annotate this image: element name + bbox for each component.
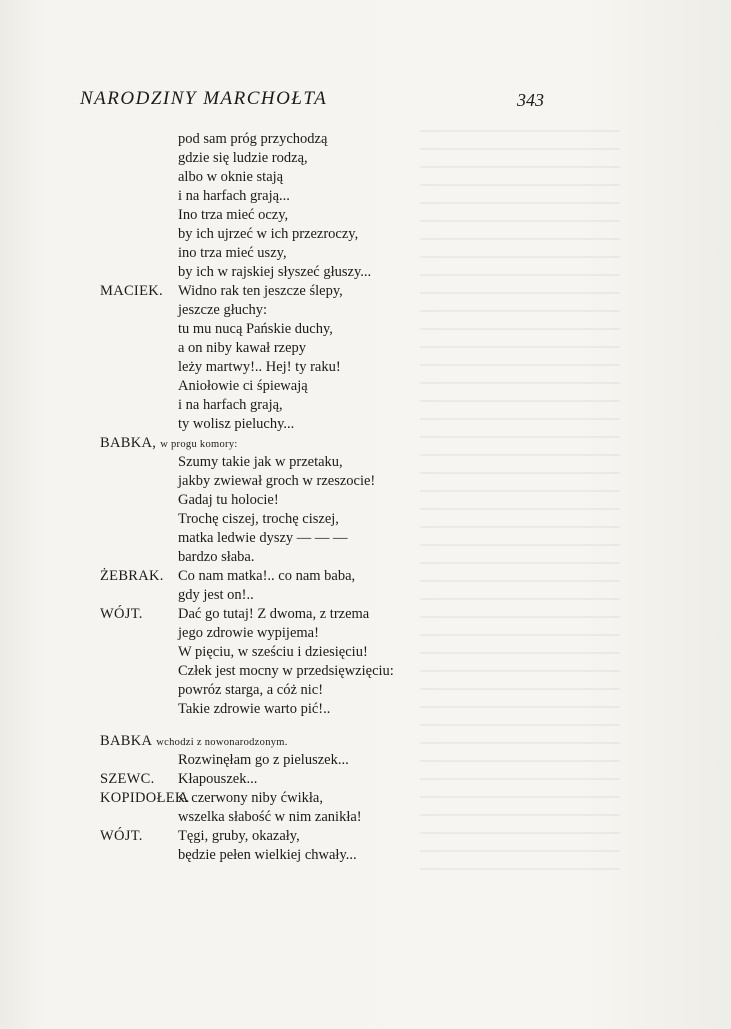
line-text: będzie pełen wielkiej chwały... — [178, 847, 357, 863]
line-text: i na harfach grają... — [178, 188, 290, 204]
line-text: leży martwy!.. Hej! ty raku! — [178, 359, 341, 375]
stage-direction: w progu komory: — [160, 439, 238, 450]
line-text: pod sam próg przychodzą — [178, 131, 328, 147]
line-text: Trochę ciszej, trochę ciszej, — [178, 511, 339, 527]
line-text: ino trza mieć uszy, — [178, 245, 287, 261]
line-text: W pięciu, w sześciu i dziesięciu! — [178, 644, 368, 660]
line-text: Tęgi, gruby, okazały, — [178, 828, 300, 844]
speaker-name: MACIEK. — [100, 283, 163, 299]
line-text: matka ledwie dyszy — — — — [178, 530, 348, 546]
line-text: by ich w rajskiej słyszeć głuszy... — [178, 264, 372, 280]
line-text: jego zdrowie wypijema! — [178, 625, 319, 641]
line-text: Rozwinęłam go z pieluszek... — [178, 752, 349, 768]
line-text: Takie zdrowie warto pić!.. — [178, 701, 331, 717]
line-text: by ich ujrzeć w ich przezroczy, — [178, 226, 359, 242]
line-text: powróz starga, a cóż nic! — [178, 682, 324, 698]
line-text: ty wolisz pieluchy... — [178, 416, 295, 432]
speaker-name: WÓJT. — [100, 828, 143, 844]
line-text: albo w oknie stają — [178, 169, 284, 185]
line-text: Gadaj tu holocie! — [178, 492, 279, 508]
line-text: jeszcze głuchy: — [178, 302, 267, 318]
line-text: Szumy takie jak w przetaku, — [178, 454, 343, 470]
line-text: wszelka słabość w nim zanikła! — [178, 809, 362, 825]
stage-direction: wchodzi z nowonarodzonym. — [156, 737, 288, 748]
running-title: NARODZINY MARCHOŁTA — [80, 88, 328, 109]
line-text: Dać go tutaj! Z dwoma, z trzema — [178, 606, 370, 622]
line-text: A czerwony niby ćwikła, — [178, 790, 323, 806]
line-text: Kłapouszek... — [178, 771, 258, 787]
line-text: Aniołowie ci śpiewają — [178, 378, 308, 394]
line-text: gdzie się ludzie rodzą, — [178, 150, 308, 166]
line-text: Widno rak ten jeszcze ślepy, — [178, 283, 343, 299]
speaker-name: BABKA wchodzi z nowonarodzonym. — [100, 733, 288, 749]
speaker-name: BABKA, w progu komory: — [100, 435, 238, 451]
speaker-name: SZEWC. — [100, 771, 155, 787]
speaker-name: WÓJT. — [100, 606, 143, 622]
page-number: 343 — [517, 90, 544, 110]
line-text: tu mu nucą Pańskie duchy, — [178, 321, 333, 337]
line-text: jakby zwiewał groch w rzeszocie! — [178, 473, 376, 489]
speaker-name: ŻEBRAK. — [100, 568, 164, 584]
line-text: Ino trza mieć oczy, — [178, 207, 289, 223]
line-text: Człek jest mocny w przedsięwzięciu: — [178, 663, 394, 679]
line-text: gdy jest on!.. — [178, 587, 254, 603]
line-text: bardzo słaba. — [178, 549, 255, 565]
line-text: i na harfach grają, — [178, 397, 283, 413]
line-text: Co nam matka!.. co nam baba, — [178, 568, 356, 584]
speaker-name: KOPIDOŁEK. — [100, 790, 190, 806]
line-text: a on niby kawał rzepy — [178, 340, 307, 356]
